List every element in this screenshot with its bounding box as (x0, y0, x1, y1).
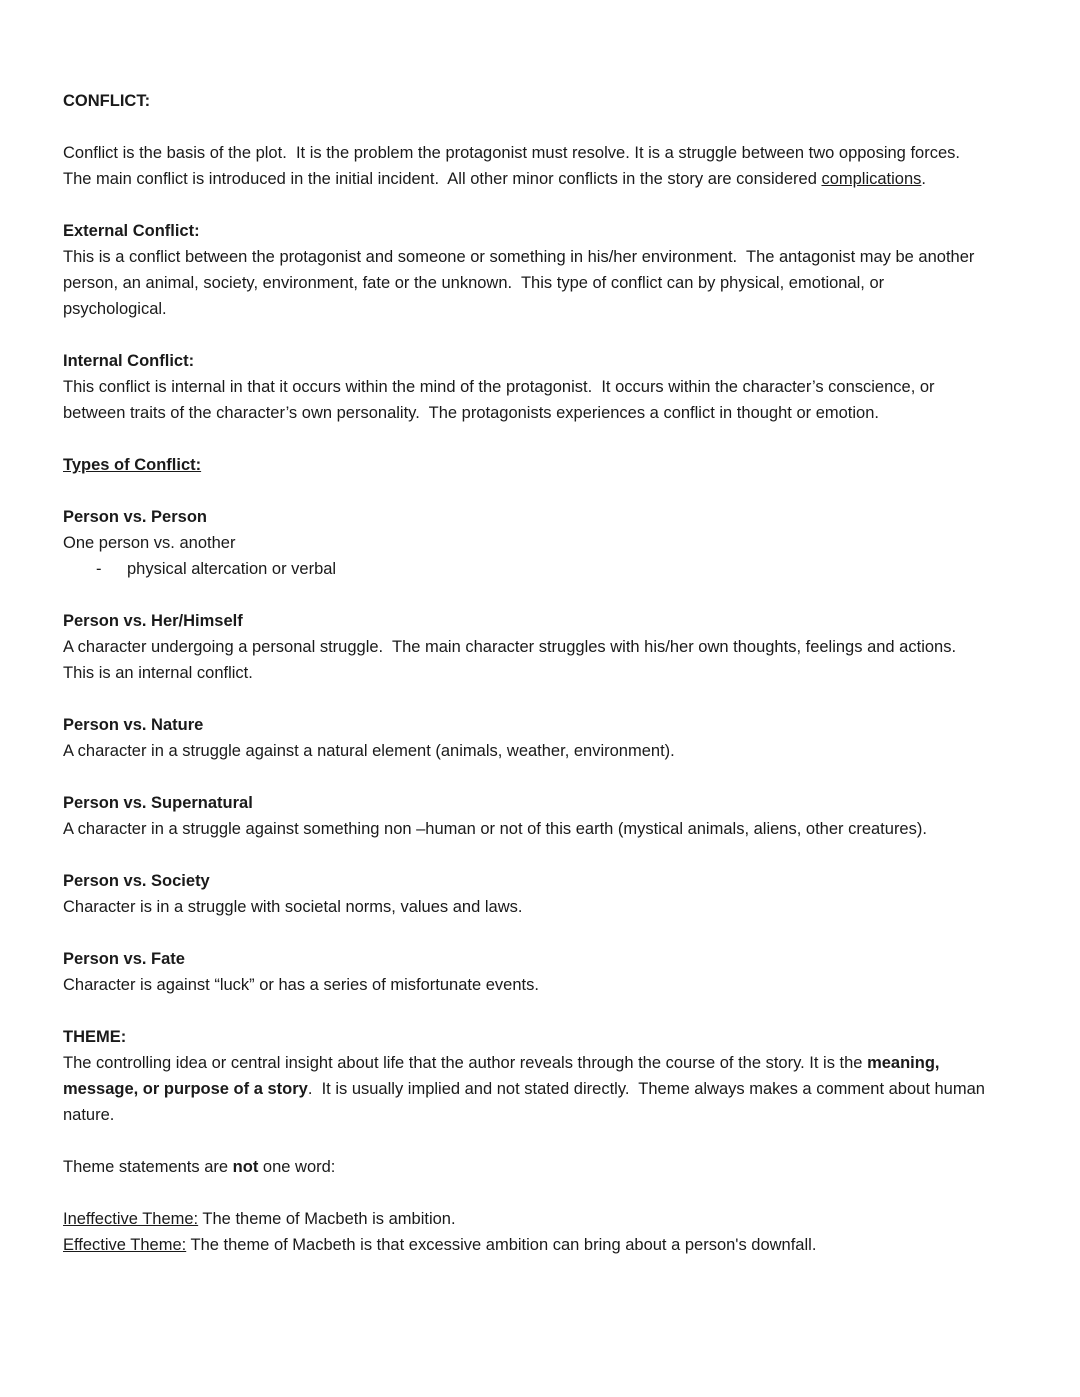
text-run: A character undergoing a personal struggle. The main character struggles with his/her own thoughts, feelings and actions. This is an internal conflict. (63, 638, 965, 682)
text-run: . (921, 170, 927, 188)
text-run: Ineffective Theme: (63, 1210, 199, 1228)
text-run: physical altercation or verbal (127, 560, 337, 578)
text-run: one word: (258, 1158, 336, 1176)
text-run: Person vs. Supernatural (63, 794, 253, 812)
section-heading (63, 608, 987, 634)
section-heading (63, 218, 987, 244)
text-run: The theme of Macbeth is that excessive ambition can bring about a person's downfall. (186, 1236, 817, 1254)
section-heading (63, 452, 987, 478)
text-run: not (232, 1158, 259, 1176)
text-run: Person vs. Fate (63, 950, 185, 968)
text-run: External Conflict: (63, 222, 200, 240)
text-run: Person vs. Nature (63, 716, 204, 734)
text-run: Character is in a struggle with societal norms, values and laws. (63, 898, 523, 916)
section-heading (63, 712, 987, 738)
section-heading (63, 348, 987, 374)
paragraph (63, 816, 987, 842)
text-run: Person vs. Society (63, 872, 210, 890)
paragraph (63, 1154, 987, 1180)
text-run: Character is against “luck” or has a series of misfortunate events. (63, 976, 539, 994)
text-run: A character in a struggle against something non –human or not of this earth (mystical animals, aliens, other creatures). (63, 820, 927, 838)
text-run: CONFLICT: (63, 92, 151, 110)
paragraph (63, 140, 987, 192)
section-heading (63, 504, 987, 530)
section-title (63, 1024, 987, 1050)
text-run: The theme of Macbeth is ambition. (198, 1210, 456, 1228)
section-heading (63, 868, 987, 894)
paragraph (63, 1206, 987, 1232)
document-page (63, 88, 990, 1258)
paragraph (63, 894, 987, 920)
text-run: Person vs. Person (63, 508, 207, 526)
text-run: Conflict is the basis of the plot. It is the problem the protagonist must resolve. It is a struggle between two opposing forces. The main conflict is introduced in the initial incident. All other minor conflicts in the story are considered (63, 144, 969, 188)
paragraph (63, 738, 987, 764)
section-title (63, 88, 987, 114)
text-run: Internal Conflict: (63, 352, 195, 370)
paragraph (63, 374, 987, 426)
text-run: meaning, message, or purpose of a story (63, 1054, 945, 1098)
paragraph (63, 634, 987, 686)
paragraph (63, 1232, 987, 1258)
bullet-marker: - (96, 560, 102, 578)
list-item (63, 556, 987, 582)
text-run: A character in a struggle against a natural element (animals, weather, environment). (63, 742, 675, 760)
paragraph (63, 1050, 990, 1128)
text-run: One person vs. another (63, 534, 236, 552)
section-heading (63, 946, 987, 972)
text-run: . It is usually implied and not stated directly. Theme always makes a comment about human nature. (63, 1080, 990, 1124)
paragraph (63, 530, 987, 556)
paragraph (63, 972, 987, 998)
text-run: This conflict is internal in that it occurs within the mind of the protagonist. It occurs within the character’s conscience, or between traits of the character’s own personality. The protagonists experiences a conflict in thought or emotion. (63, 378, 940, 422)
paragraph (63, 244, 987, 322)
text-run: Effective Theme: (63, 1236, 187, 1254)
text-run: This is a conflict between the protagonist and someone or something in his/her environment. The antagonist may be another person, an animal, society, environment, fate or the unknown. This type of conflict can by physical, emotional, or psychological. (63, 248, 979, 318)
text-run: The controlling idea or central insight about life that the author reveals through the course of the story. It is the (63, 1054, 868, 1072)
text-run: Theme statements are (63, 1158, 233, 1176)
text-run: Person vs. Her/Himself (63, 612, 243, 630)
text-run: Types of Conflict: (63, 456, 202, 474)
section-heading (63, 790, 987, 816)
text-run: complications (821, 170, 922, 188)
text-run: THEME: (63, 1028, 127, 1046)
